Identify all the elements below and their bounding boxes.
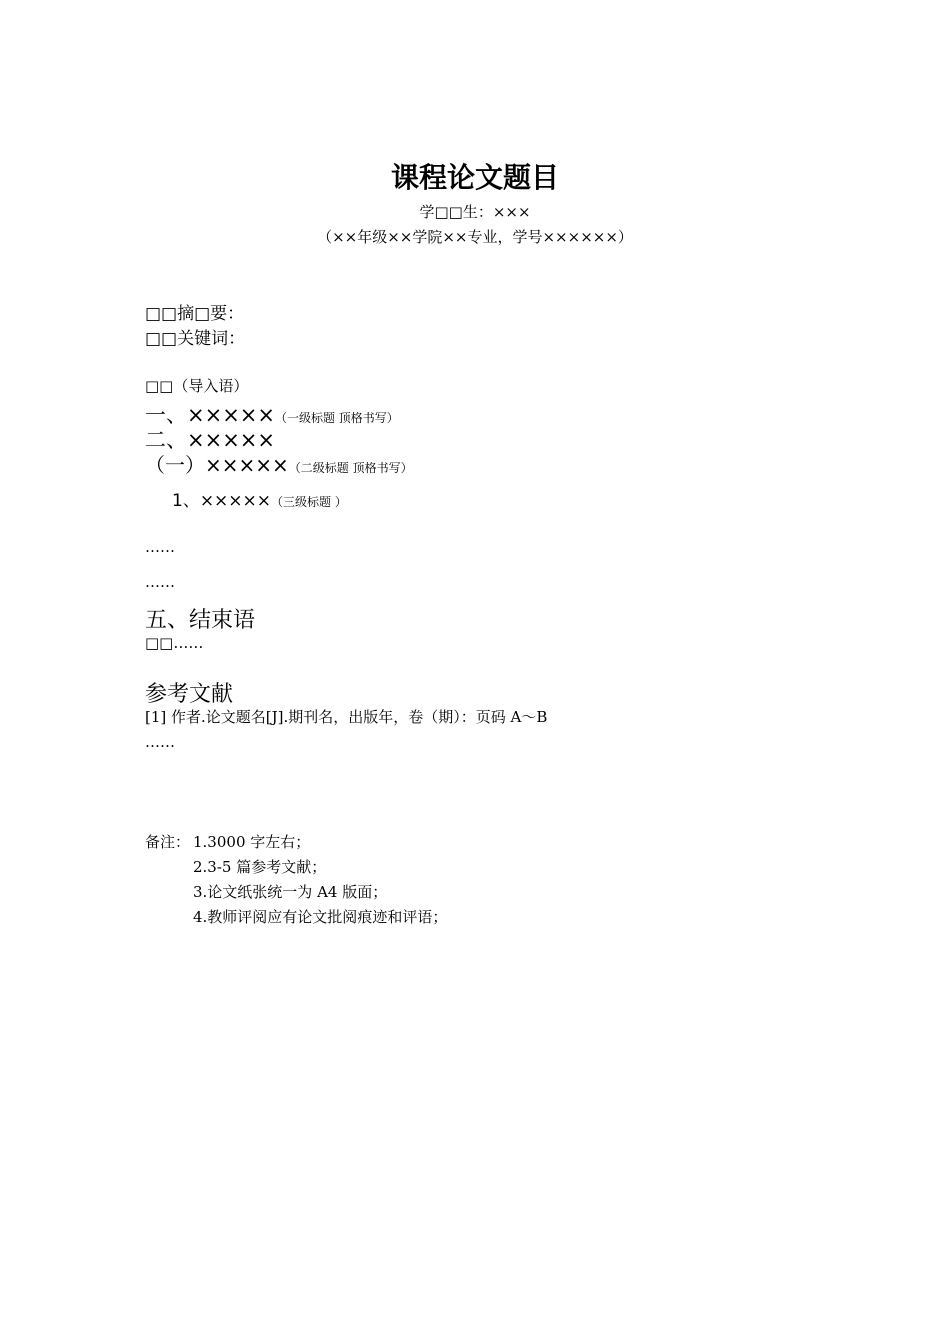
subheading-note: （二级标题 顶格书写）	[288, 461, 413, 475]
subsubheading-text: 1、×××××	[172, 491, 272, 511]
subheading-text: （一）×××××	[145, 453, 289, 477]
conclusion-heading: 五、结束语	[145, 608, 256, 633]
ellipsis-1: ……	[145, 538, 175, 556]
heading-1-text: 一、×××××	[145, 403, 275, 427]
references-ellipsis: ……	[145, 733, 175, 751]
references-heading: 参考文献	[145, 682, 234, 707]
heading-1-note: （一级标题 顶格书写）	[274, 411, 399, 425]
subsubheading-note: （三级标题 ）	[271, 495, 347, 509]
note-item: 4.教师评阅应有论文批阅痕迹和评语；	[193, 908, 448, 926]
note-item: 3.论文纸张统一为 A4 版面；	[193, 883, 388, 901]
note-item: 2.3-5 篇参考文献；	[193, 858, 327, 876]
intro-text: □□（导入语）	[145, 377, 249, 395]
note-item: 1.3000 字左右；	[193, 833, 311, 851]
heading-level-3	[172, 486, 347, 511]
conclusion-body: □□……	[145, 634, 204, 652]
heading-level-2	[145, 449, 413, 478]
reference-item: [1] 作者.论文题名[J].期刊名，出版年，卷（期）：页码 A～B	[145, 708, 548, 726]
student-info-line: （××年级××学院××专业，学号××××××）	[317, 228, 633, 246]
abstract-label: □□摘□要：	[145, 304, 245, 324]
keywords-label: □□关键词：	[145, 329, 246, 349]
heading-2-text: 二、×××××	[145, 428, 275, 452]
student-line: 学□□生：×××	[419, 203, 531, 221]
notes-label: 备注：	[145, 833, 191, 851]
ellipsis-2: ……	[145, 573, 175, 591]
paper-title: 课程论文题目	[390, 161, 559, 194]
